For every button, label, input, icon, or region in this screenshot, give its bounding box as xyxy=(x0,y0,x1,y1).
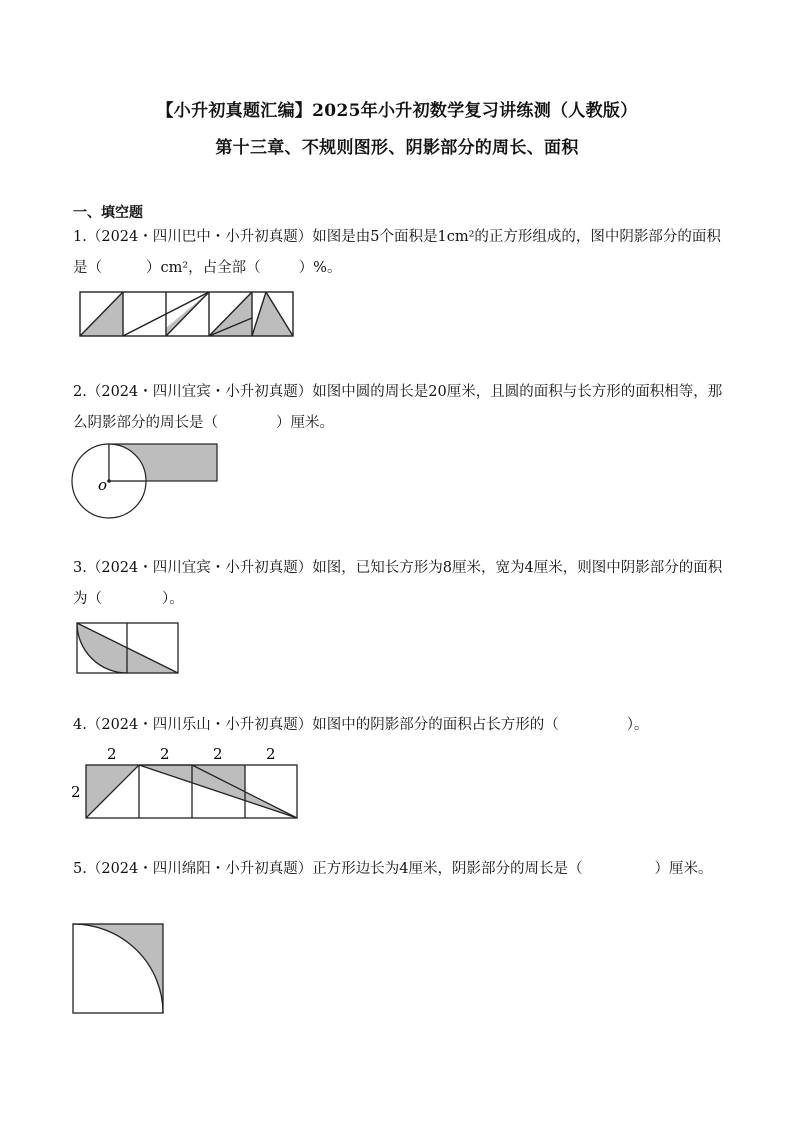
question-text: 如图，已知长方形为8厘米，宽为4厘米，则图中阴影部分的面积为（ xyxy=(73,560,723,607)
shaded-triangle-4 xyxy=(252,292,293,336)
top-label-4: 2 xyxy=(266,745,276,763)
section-heading: 一、填空题 xyxy=(73,205,143,221)
question-2 xyxy=(73,377,723,439)
question-source: （2024・四川绵阳・小升初真题） xyxy=(86,861,313,877)
question-source: （2024・四川乐山・小升初真题） xyxy=(86,717,313,733)
question-source: （2024・四川宜宾・小升初真题） xyxy=(86,560,313,576)
question-text: ）厘米。 xyxy=(654,861,713,877)
question-text: 如图是由5个面积是1cm²的正方形组成的，图中阴影部分的面积是（ xyxy=(73,229,721,276)
chapter-title: 第十三章、不规则图形、阴影部分的周长、面积 xyxy=(215,138,579,158)
question-number: 5. xyxy=(73,861,87,877)
question-number: 3. xyxy=(73,560,87,576)
question-text: ）。 xyxy=(626,717,649,733)
question-source: （2024・四川宜宾・小升初真题） xyxy=(86,384,313,400)
question-5 xyxy=(73,854,723,885)
question-number: 4. xyxy=(73,717,87,733)
question-text: ）cm²，占全部（ xyxy=(146,260,261,276)
top-label-2: 2 xyxy=(160,745,170,763)
side-label: 2 xyxy=(71,783,81,801)
question-text: 如图中的阴影部分的面积占长方形的（ xyxy=(312,717,559,733)
figure-q5-square-quarter-circle xyxy=(71,922,167,1016)
top-label-3: 2 xyxy=(213,745,223,763)
document-title: 【小升初真题汇编】2025年小升初数学复习讲练测（人教版） xyxy=(156,101,638,121)
shaded-corner xyxy=(73,924,163,1013)
figure-q1-five-squares xyxy=(79,291,295,337)
figure-q3-rectangle-quarter-circle xyxy=(74,620,182,676)
question-text: ）。 xyxy=(162,591,184,607)
question-source: （2024・四川巴中・小升初真题） xyxy=(86,229,313,245)
question-number: 2. xyxy=(73,384,87,400)
question-4 xyxy=(73,710,723,741)
center-dot xyxy=(107,479,111,483)
figure-q4-four-squares xyxy=(68,742,302,822)
question-number: 1. xyxy=(73,229,87,245)
question-text: ）厘米。 xyxy=(276,415,334,431)
question-1 xyxy=(73,222,723,284)
question-text: ）%。 xyxy=(298,260,342,276)
question-3 xyxy=(73,553,723,615)
top-label-1: 2 xyxy=(107,745,117,763)
figure-q2-circle-rectangle xyxy=(68,440,220,524)
question-text: 正方形边长为4厘米，阴影部分的周长是（ xyxy=(312,861,583,877)
question-text: 如图中圆的周长是20厘米，且圆的面积与长方形的面积相等，那么阴影部分的周长是（ xyxy=(73,384,723,431)
center-label: o xyxy=(98,476,108,494)
